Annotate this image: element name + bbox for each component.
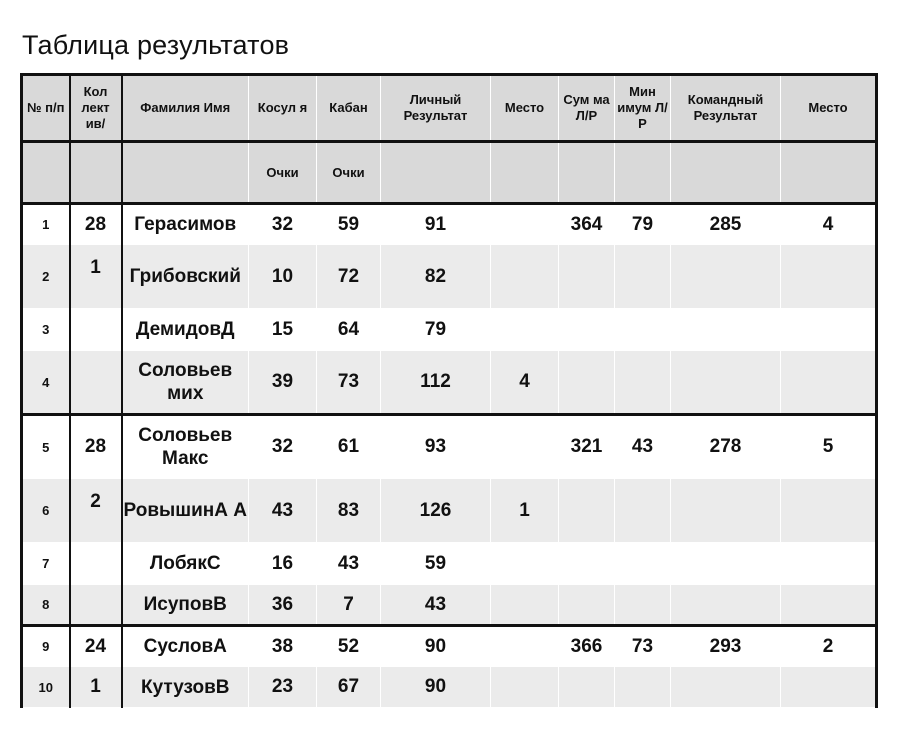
cell-name: Соловьев мих (122, 351, 249, 415)
cell-kaban: 43 (317, 543, 381, 585)
cell-personal: 43 (381, 585, 491, 626)
cell-collective: 1 (70, 667, 122, 708)
cell-collective: 28 (70, 415, 122, 479)
cell-team-place: 2 (781, 626, 877, 667)
cell-name: Грибовский (122, 245, 249, 309)
header-sub-empty (70, 142, 122, 204)
cell-min: 73 (615, 626, 671, 667)
cell-place: 1 (491, 479, 559, 543)
cell-personal: 91 (381, 204, 491, 245)
cell-place (491, 415, 559, 479)
cell-min: 43 (615, 415, 671, 479)
cell-kosulya: 16 (249, 543, 317, 585)
cell-personal: 59 (381, 543, 491, 585)
header-sub-empty (615, 142, 671, 204)
table-row (22, 245, 877, 309)
cell-place (491, 585, 559, 626)
cell-sum (559, 479, 615, 543)
cell-min (615, 543, 671, 585)
cell-kosulya: 38 (249, 626, 317, 667)
header-personal: Личный Результат (381, 75, 491, 142)
header-team-place: Место (781, 75, 877, 142)
header-sub-empty (122, 142, 249, 204)
cell-personal: 112 (381, 351, 491, 415)
cell-place (491, 204, 559, 245)
cell-name: ЛобякС (122, 543, 249, 585)
cell-num: 4 (22, 351, 70, 415)
cell-collective: 1 (70, 245, 122, 309)
table-row (22, 585, 877, 626)
cell-team (671, 667, 781, 708)
cell-team (671, 351, 781, 415)
cell-personal: 126 (381, 479, 491, 543)
cell-min (615, 479, 671, 543)
cell-min (615, 585, 671, 626)
table-row (22, 351, 877, 415)
cell-kaban: 72 (317, 245, 381, 309)
cell-num: 2 (22, 245, 70, 309)
header-sub-empty (491, 142, 559, 204)
header-num: № п/п (22, 75, 70, 142)
cell-min (615, 351, 671, 415)
cell-collective: 24 (70, 626, 122, 667)
cell-team (671, 479, 781, 543)
cell-name: Соловьев Макс (122, 415, 249, 479)
header-sub-empty (22, 142, 70, 204)
header-place: Место (491, 75, 559, 142)
cell-kaban: 7 (317, 585, 381, 626)
cell-place (491, 543, 559, 585)
header-sub-empty (781, 142, 877, 204)
cell-kaban: 64 (317, 309, 381, 351)
cell-place (491, 245, 559, 309)
cell-num: 8 (22, 585, 70, 626)
cell-num: 1 (22, 204, 70, 245)
cell-name: ИсуповВ (122, 585, 249, 626)
cell-kosulya: 23 (249, 667, 317, 708)
header-kaban-points: Очки (317, 142, 381, 204)
cell-team: 285 (671, 204, 781, 245)
cell-personal: 90 (381, 667, 491, 708)
cell-name: РовышинА А (122, 479, 249, 543)
cell-collective (70, 309, 122, 351)
header-sum: Сум ма Л/Р (559, 75, 615, 142)
header-min: Мин имум Л/Р (615, 75, 671, 142)
table-row (22, 543, 877, 585)
table-row (22, 667, 877, 708)
cell-team (671, 543, 781, 585)
cell-num: 5 (22, 415, 70, 479)
cell-collective (70, 351, 122, 415)
table-row (22, 204, 877, 245)
cell-sum (559, 309, 615, 351)
header-kosulya-points: Очки (249, 142, 317, 204)
cell-sum: 321 (559, 415, 615, 479)
cell-personal: 79 (381, 309, 491, 351)
cell-min (615, 309, 671, 351)
cell-place (491, 626, 559, 667)
cell-personal: 93 (381, 415, 491, 479)
cell-sum (559, 245, 615, 309)
cell-name: Герасимов (122, 204, 249, 245)
cell-sum (559, 543, 615, 585)
header-row (22, 75, 877, 142)
cell-sum (559, 585, 615, 626)
results-table (20, 73, 878, 708)
page-title: Таблица результатов (22, 30, 290, 60)
table-row (22, 479, 877, 543)
cell-kosulya: 15 (249, 309, 317, 351)
cell-place: 4 (491, 351, 559, 415)
cell-kosulya: 32 (249, 415, 317, 479)
cell-kosulya: 43 (249, 479, 317, 543)
cell-team (671, 245, 781, 309)
cell-team-place (781, 667, 877, 708)
cell-team-place (781, 585, 877, 626)
cell-num: 7 (22, 543, 70, 585)
cell-team-place (781, 245, 877, 309)
cell-num: 10 (22, 667, 70, 708)
cell-name: ДемидовД (122, 309, 249, 351)
cell-kaban: 61 (317, 415, 381, 479)
header-sub-empty (381, 142, 491, 204)
header-team: Командный Результат (671, 75, 781, 142)
cell-kaban: 59 (317, 204, 381, 245)
cell-team-place (781, 351, 877, 415)
cell-kosulya: 10 (249, 245, 317, 309)
cell-name: КутузовВ (122, 667, 249, 708)
cell-sum (559, 667, 615, 708)
cell-collective (70, 543, 122, 585)
header-kaban: Кабан (317, 75, 381, 142)
cell-min (615, 245, 671, 309)
header-sub-empty (559, 142, 615, 204)
cell-team-place: 4 (781, 204, 877, 245)
cell-kosulya: 39 (249, 351, 317, 415)
cell-num: 3 (22, 309, 70, 351)
cell-kosulya: 32 (249, 204, 317, 245)
cell-team-place (781, 309, 877, 351)
cell-team-place (781, 479, 877, 543)
cell-sum (559, 351, 615, 415)
cell-personal: 82 (381, 245, 491, 309)
cell-kaban: 52 (317, 626, 381, 667)
header-subrow (22, 142, 877, 204)
cell-num: 6 (22, 479, 70, 543)
cell-team: 293 (671, 626, 781, 667)
cell-min: 79 (615, 204, 671, 245)
header-sub-empty (671, 142, 781, 204)
cell-personal: 90 (381, 626, 491, 667)
cell-place (491, 309, 559, 351)
cell-min (615, 667, 671, 708)
cell-team: 278 (671, 415, 781, 479)
table-row (22, 415, 877, 479)
cell-sum: 366 (559, 626, 615, 667)
cell-team-place: 5 (781, 415, 877, 479)
cell-sum: 364 (559, 204, 615, 245)
header-kosulya: Косул я (249, 75, 317, 142)
header-name: Фамилия Имя (122, 75, 249, 142)
table-row (22, 626, 877, 667)
header-collective: Кол лект ив/ (70, 75, 122, 142)
cell-team (671, 585, 781, 626)
cell-team (671, 309, 781, 351)
cell-num: 9 (22, 626, 70, 667)
cell-kaban: 73 (317, 351, 381, 415)
cell-kaban: 83 (317, 479, 381, 543)
cell-collective: 2 (70, 479, 122, 543)
table-row (22, 309, 877, 351)
cell-collective (70, 585, 122, 626)
cell-name: СусловА (122, 626, 249, 667)
cell-team-place (781, 543, 877, 585)
cell-collective: 28 (70, 204, 122, 245)
cell-place (491, 667, 559, 708)
cell-kaban: 67 (317, 667, 381, 708)
cell-kosulya: 36 (249, 585, 317, 626)
